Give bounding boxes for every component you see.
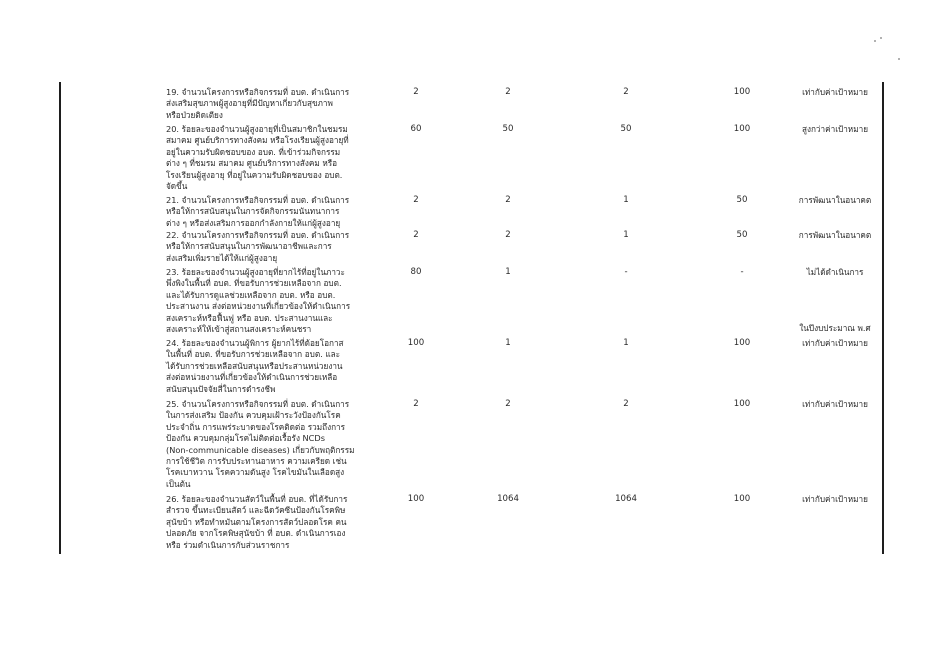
description-line: (Non-communicable diseases) เกี่ยวกับพฤติกรรม bbox=[166, 444, 355, 455]
percent-value: 100 bbox=[733, 494, 751, 504]
description-line: สำรวจ ขึ้นทะเบียนสัตว์ และฉีดวัคซีนป้องกันโรคพิษ bbox=[166, 505, 346, 516]
planned-value: 2 bbox=[505, 195, 511, 205]
target-value: 100 bbox=[407, 494, 425, 504]
description-line: ป้องกัน ควบคุมกลุ่มโรคไม่ติดต่อเรื้อรัง NCDs bbox=[166, 433, 325, 444]
description-line: ส่งเสริมสุขภาพผู้สูงอายุที่มีปัญหาเกี่ยวกับสุขภาพ bbox=[166, 98, 333, 109]
description-line: ในพื้นที่ อบต. ที่ขอรับการช่วยเหลือจาก อบต. และ bbox=[166, 349, 341, 360]
result-status: การพัฒนาในอนาคต bbox=[798, 195, 872, 205]
indicator-description bbox=[166, 267, 382, 335]
percent-value: 100 bbox=[733, 87, 751, 97]
description-line: ปลอดภัย จากโรคพิษสุนัขบ้า ที่ อบต. ดำเนินการเอง bbox=[166, 528, 346, 539]
description-line: หรือให้การสนับสนุนในการจัดกิจกรรมนันทนาการ bbox=[166, 206, 340, 217]
description-line: การใช้ชีวิต การรับประทานอาหาร ความเครียด เช่น bbox=[166, 456, 347, 467]
description-line: ต่าง ๆ ที่ชมรม สมาคม ศูนย์บริการทางสังคม หรือ bbox=[166, 158, 338, 169]
table-right-border bbox=[882, 82, 884, 554]
indicator-description bbox=[166, 195, 382, 229]
planned-value: 2 bbox=[505, 87, 511, 97]
description-line: สมาคม ศูนย์บริการทางสังคม หรือโรงเรียนผู้สูงอายุที่ bbox=[166, 135, 349, 146]
actual-value: 1 bbox=[623, 230, 629, 240]
description-line: โรคเบาหวาน โรคความดันสูง โรคไขมันในเลือดสูง bbox=[166, 467, 345, 478]
target-value: 2 bbox=[413, 399, 419, 409]
actual-value: 2 bbox=[623, 399, 629, 409]
table-left-border bbox=[59, 82, 61, 554]
result-status: การพัฒนาในอนาคต bbox=[798, 230, 872, 240]
description-line: 22. จำนวนโครงการหรือกิจกรรมที่ อบต. ดำเนินการ bbox=[166, 230, 350, 240]
percent-value: 50 bbox=[736, 195, 748, 205]
indicator-description bbox=[166, 87, 382, 121]
description-line: ต่าง ๆ หรือส่งเสริมการออกกำลังกายให้แก่ผู้สูงอายุ bbox=[166, 217, 341, 228]
description-line: พึ่งพิงในพื้นที่ อบต. ที่ขอรับการช่วยเหลือจาก อบต. bbox=[166, 278, 342, 289]
description-line: 20. ร้อยละของจำนวนผู้สูงอายุที่เป็นสมาชิกในชมรม bbox=[166, 124, 348, 134]
result-status: ไม่ได้ดำเนินการ bbox=[806, 267, 864, 277]
result-status: เท่ากับค่าเป้าหมาย bbox=[802, 338, 868, 348]
description-line: 23. ร้อยละของจำนวนผู้สูงอายุที่ยากไร้ที่อยู่ในภาวะ bbox=[166, 267, 345, 277]
target-value: 2 bbox=[413, 195, 419, 205]
description-line: 24. ร้อยละของจำนวนผู้พิการ ผู้ยากไร้ที่ด้อยโอกาส bbox=[166, 338, 344, 348]
target-value: 2 bbox=[413, 230, 419, 240]
indicator-description bbox=[166, 338, 382, 395]
description-line: ส่งต่อหน่วยงานที่เกี่ยวข้องให้ดำเนินการช่วยเหลือ bbox=[166, 372, 338, 383]
description-line: ส่งเสริมเพิ่มรายได้ให้แก่ผู้สูงอายุ bbox=[166, 252, 278, 263]
planned-value: 2 bbox=[505, 230, 511, 240]
actual-value: 1 bbox=[623, 195, 629, 205]
target-value: 80 bbox=[410, 267, 422, 277]
planned-value: 1 bbox=[505, 338, 511, 348]
indicator-description bbox=[166, 399, 382, 490]
description-line: สงเคราะห์หรือฟื้นฟู หรือ อบต. ประสานงานและ bbox=[166, 312, 333, 323]
description-line: เป็นต้น bbox=[166, 478, 191, 489]
description-line: 26. ร้อยละของจำนวนสัตว์ในพื้นที่ อบต. ที่ได้รับการ bbox=[166, 494, 348, 504]
description-line: ประสานงาน ส่งต่อหน่วยงานที่เกี่ยวข้องให้ดำเนินการ bbox=[166, 301, 351, 312]
target-value: 100 bbox=[407, 338, 425, 348]
description-line: หรือ ร่วมดำเนินการกับส่วนราชการ bbox=[166, 539, 290, 550]
percent-value: 50 bbox=[736, 230, 748, 240]
planned-value: 1064 bbox=[497, 494, 519, 504]
description-line: สุนัขบ้า หรือทำหมันตามโครงการสัตว์ปลอดโรค คน bbox=[166, 516, 347, 527]
result-status: เท่ากับค่าเป้าหมาย bbox=[802, 87, 868, 97]
percent-value: 100 bbox=[733, 399, 751, 409]
description-line: โรงเรียนผู้สูงอายุ ที่อยู่ในความรับผิดชอบของ อบต. bbox=[166, 169, 343, 180]
scan-speck bbox=[874, 40, 876, 42]
planned-value: 1 bbox=[505, 267, 511, 277]
result-status: เท่ากับค่าเป้าหมาย bbox=[802, 399, 868, 409]
indicator-description bbox=[166, 230, 382, 264]
percent-value: 100 bbox=[733, 124, 751, 134]
percent-value: - bbox=[740, 267, 744, 277]
description-line: 21. จำนวนโครงการหรือกิจกรรมที่ อบต. ดำเนินการ bbox=[166, 195, 350, 205]
target-value: 60 bbox=[410, 124, 422, 134]
result-status: เท่ากับค่าเป้าหมาย bbox=[802, 494, 868, 504]
result-status: สูงกว่าค่าเป้าหมาย bbox=[801, 124, 868, 134]
indicator-description bbox=[166, 124, 382, 192]
description-line: หรือป่วยติดเตียง bbox=[166, 109, 223, 120]
description-line: และได้รับการดูแลช่วยเหลือจาก อบต. หรือ อบต. bbox=[166, 289, 336, 300]
actual-value: 1 bbox=[623, 338, 629, 348]
planned-value: 2 bbox=[505, 399, 511, 409]
description-line: หรือให้การสนับสนุนในการพัฒนาอาชีพและการ bbox=[166, 241, 332, 252]
actual-value: 50 bbox=[620, 124, 632, 134]
actual-value: 2 bbox=[623, 87, 629, 97]
description-line: 19. จำนวนโครงการหรือกิจกรรมที่ อบต. ดำเนินการ bbox=[166, 87, 350, 97]
description-line: สนับสนุนปัจจัยสี่ในการดำรงชีพ bbox=[166, 383, 276, 394]
percent-value: 100 bbox=[733, 338, 751, 348]
planned-value: 50 bbox=[502, 124, 514, 134]
description-line: ในการส่งเสริม ป้องกัน ควบคุมเฝ้าระวังป้องกันโรค bbox=[166, 410, 341, 421]
description-line: 25. จำนวนโครงการหรือกิจกรรมที่ อบต. ดำเนินการ bbox=[166, 399, 350, 409]
actual-value: - bbox=[624, 267, 628, 277]
description-line: ได้รับการช่วยเหลือสนับสนุนหรือประสานหน่วยงาน bbox=[166, 360, 343, 371]
result-status: ในปีงบประมาณ พ.ศ bbox=[799, 323, 871, 333]
actual-value: 1064 bbox=[615, 494, 637, 504]
indicator-description bbox=[166, 494, 382, 551]
target-value: 2 bbox=[413, 87, 419, 97]
description-line: สงเคราะห์ให้เข้าสู่สถานสงเคราะห์คนชรา bbox=[166, 324, 312, 335]
scan-speck bbox=[898, 58, 900, 60]
description-line: ประจำถิ่น การแพร่ระบาดของโรคติดต่อ รวมถึงการ bbox=[166, 421, 346, 432]
scan-speck bbox=[880, 37, 882, 39]
description-line: จัดขึ้น bbox=[166, 181, 188, 192]
description-line: อยู่ในความรับผิดชอบของ อบต. ที่เข้าร่วมกิจกรรม bbox=[166, 146, 341, 157]
